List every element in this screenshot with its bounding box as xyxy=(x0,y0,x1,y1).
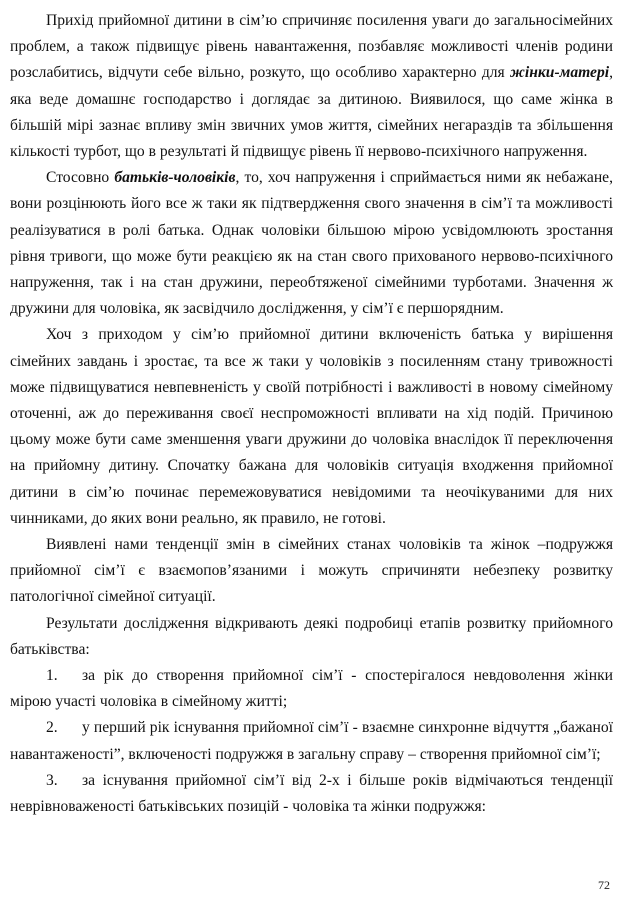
paragraph-1 xyxy=(10,8,613,165)
text-run: Хоч з приходом у сім’ю прийомної дитини включеність батька у вирішення сімейних завдань і зростає, та все ж таки у чоловіків з посиленням стану тривожності може підвищуватися невпевненість у своїй потрібності і важливості в новому сімейному оточенні, аж до переживання своєї неспроможності впливати на хід подій. Причиною цьому може бути саме зменшення уваги дружини до чоловіка внаслідок її переключення на прийомну дитину. Спочатку бажана для чоловіків ситуація входження прийомної дитини в сім’ю починає перемежовуватися невідомими та неочікуваними для них чинниками, до яких вони реально, як правило, не готові. xyxy=(10,326,613,527)
text-run: Результати дослідження відкривають деякі подробиці етапів розвитку прийомного батьківства: xyxy=(10,614,613,658)
list-item-3 xyxy=(10,768,613,820)
text-body xyxy=(10,8,613,820)
list-number: 3. xyxy=(46,771,58,789)
emphasis-term: жінки-матері xyxy=(510,64,610,82)
page-number: 72 xyxy=(598,878,610,892)
text-run: , то, хоч напруження і сприймається ними як небажане, вони розцінюють його все ж таки як підтвердження свого значення в сім’ї та можливості реалізуватися в ролі батька. Однак чоловіки більшою мірою усвідомлюють зростання рівня тривоги, що може бути реакцією як на стан свого прихованого нервово-психічного напруження, так і на стан дружини, переобтяженої сімейними турботами. Значення ж дружини для чоловіка, як засвідчило дослідження, у сім’ї є першорядним. xyxy=(10,169,613,318)
paragraph-2 xyxy=(10,165,613,322)
list-number: 1. xyxy=(46,667,58,685)
paragraph-3 xyxy=(10,322,613,532)
emphasis-term: батьків-чоловіків xyxy=(114,169,236,187)
paragraph-5 xyxy=(10,611,613,663)
text-run: , яка веде домашнє господарство і доглядає за дитиною. Виявилося, що саме жінка в більшій мірі зазнає впливу змін звичних умов життя, сімейних негараздів та збільшення кількості турбот, що в результаті й підвищує рівень її нервово-психічного напруження. xyxy=(10,64,613,161)
text-run: Прихід прийомної дитини в сім’ю спричиняє посилення уваги до загальносімейних проблем, а також підвищує рівень навантаження, позбавляє можливості членів родини розслабитись, відчути себе вільно, розкуто, що особливо характерно для xyxy=(10,12,613,82)
list-number: 2. xyxy=(46,719,58,737)
text-run: Виявлені нами тенденції змін в сімейних станах чоловіків та жінок –подружжя прийомної сім’ї є взаємопов’язаними і можуть спричиняти небезпеку розвитку патологічної сімейної ситуації. xyxy=(10,536,613,606)
list-item-2 xyxy=(10,715,613,767)
paragraph-4 xyxy=(10,532,613,611)
list-text: за існування прийомної сім’ї від 2-х і більше років відмічаються тенденції неврівноваженості батьківських позицій - чоловіка та жінки подружжя: xyxy=(10,771,613,816)
text-run: Стосовно xyxy=(46,169,115,187)
list-text: у перший рік існування прийомної сім’ї - взаємне синхронне відчуття „бажаної навантаженості”, включеності подружжя в загальну справу – створення прийомної сім’ї; xyxy=(10,719,613,763)
list-item-1 xyxy=(10,663,613,715)
list-text: за рік до створення прийомної сім’ї - спостерігалося невдоволення жінки мірою участі чоловіка в сімейному житті; xyxy=(10,667,613,711)
